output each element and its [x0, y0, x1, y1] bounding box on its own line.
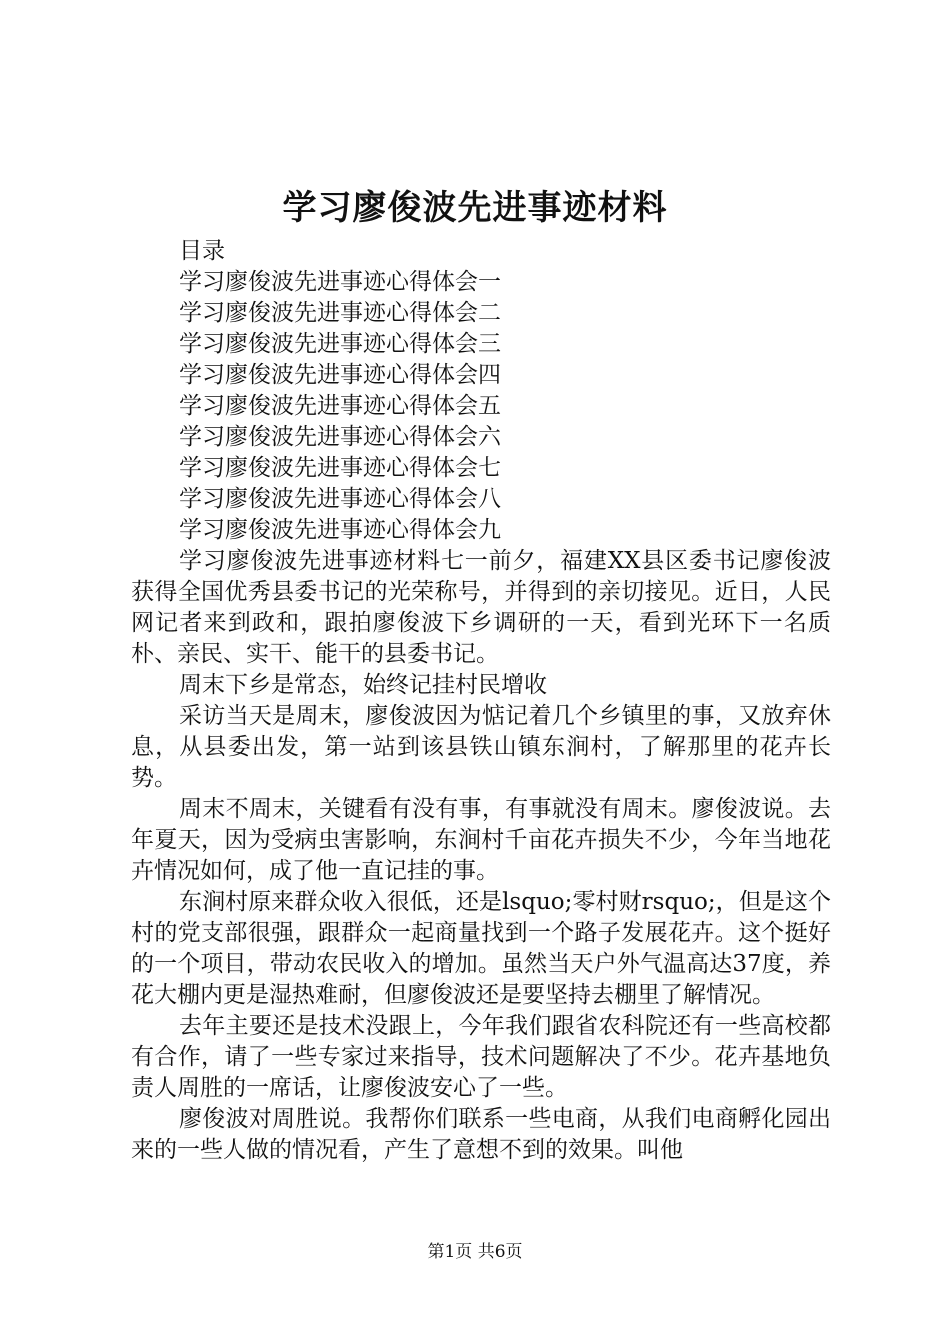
toc-item: 学习廖俊波先进事迹心得体会七 [179, 455, 501, 481]
toc-item: 学习廖俊波先进事迹心得体会三 [179, 331, 501, 357]
paragraph: 东涧村原来群众收入很低，还是lsquo;零村财rsquo;，但是这个村的党支部很强，跟群众一起商量找到一个路子发展花卉。这个挺好的一个项目，带动农民收入的增加。虽然当天户外气温高达37度，养花大棚内更是湿热难耐，但廖俊波还是要坚持去棚里了解情况。 [131, 889, 831, 1008]
page-number-footer: 第1页 共6页 [427, 1242, 523, 1262]
paragraph: 学习廖俊波先进事迹材料七一前夕，福建XX县区委书记廖俊波获得全国优秀县委书记的光荣称号，并得到的亲切接见。近日，人民网记者来到政和，跟拍廖俊波下乡调研的一天，看到光环下一名质朴、亲民、实干、能干的县委书记。 [131, 548, 831, 667]
toc-item: 学习廖俊波先进事迹心得体会八 [179, 486, 501, 512]
toc-item: 学习廖俊波先进事迹心得体会六 [179, 424, 501, 450]
section-heading: 周末下乡是常态，始终记挂村民增收 [179, 672, 547, 698]
toc-item: 学习廖俊波先进事迹心得体会二 [179, 300, 501, 326]
toc-item: 学习廖俊波先进事迹心得体会五 [179, 393, 501, 419]
toc-item: 学习廖俊波先进事迹心得体会一 [179, 269, 501, 295]
toc-heading: 目录 [179, 238, 225, 264]
paragraph: 采访当天是周末，廖俊波因为惦记着几个乡镇里的事，又放弃休息，从县委出发，第一站到该县铁山镇东涧村，了解那里的花卉长势。 [131, 703, 831, 791]
toc-item: 学习廖俊波先进事迹心得体会四 [179, 362, 501, 388]
paragraph: 去年主要还是技术没跟上，今年我们跟省农科院还有一些高校都有合作，请了一些专家过来指导，技术问题解决了不少。花卉基地负责人周胜的一席话，让廖俊波安心了一些。 [131, 1013, 831, 1101]
paragraph: 廖俊波对周胜说。我帮你们联系一些电商，从我们电商孵化园出来的一些人做的情况看，产生了意想不到的效果。叫他 [131, 1106, 831, 1163]
toc-item: 学习廖俊波先进事迹心得体会九 [179, 517, 501, 543]
document-body [131, 236, 831, 1166]
paragraph: 周末不周末，关键看有没有事，有事就没有周末。廖俊波说。去年夏天，因为受病虫害影响，东涧村千亩花卉损失不少，今年当地花卉情况如何，成了他一直记挂的事。 [131, 796, 831, 884]
document-title: 学习廖俊波先进事迹材料 [282, 188, 668, 228]
